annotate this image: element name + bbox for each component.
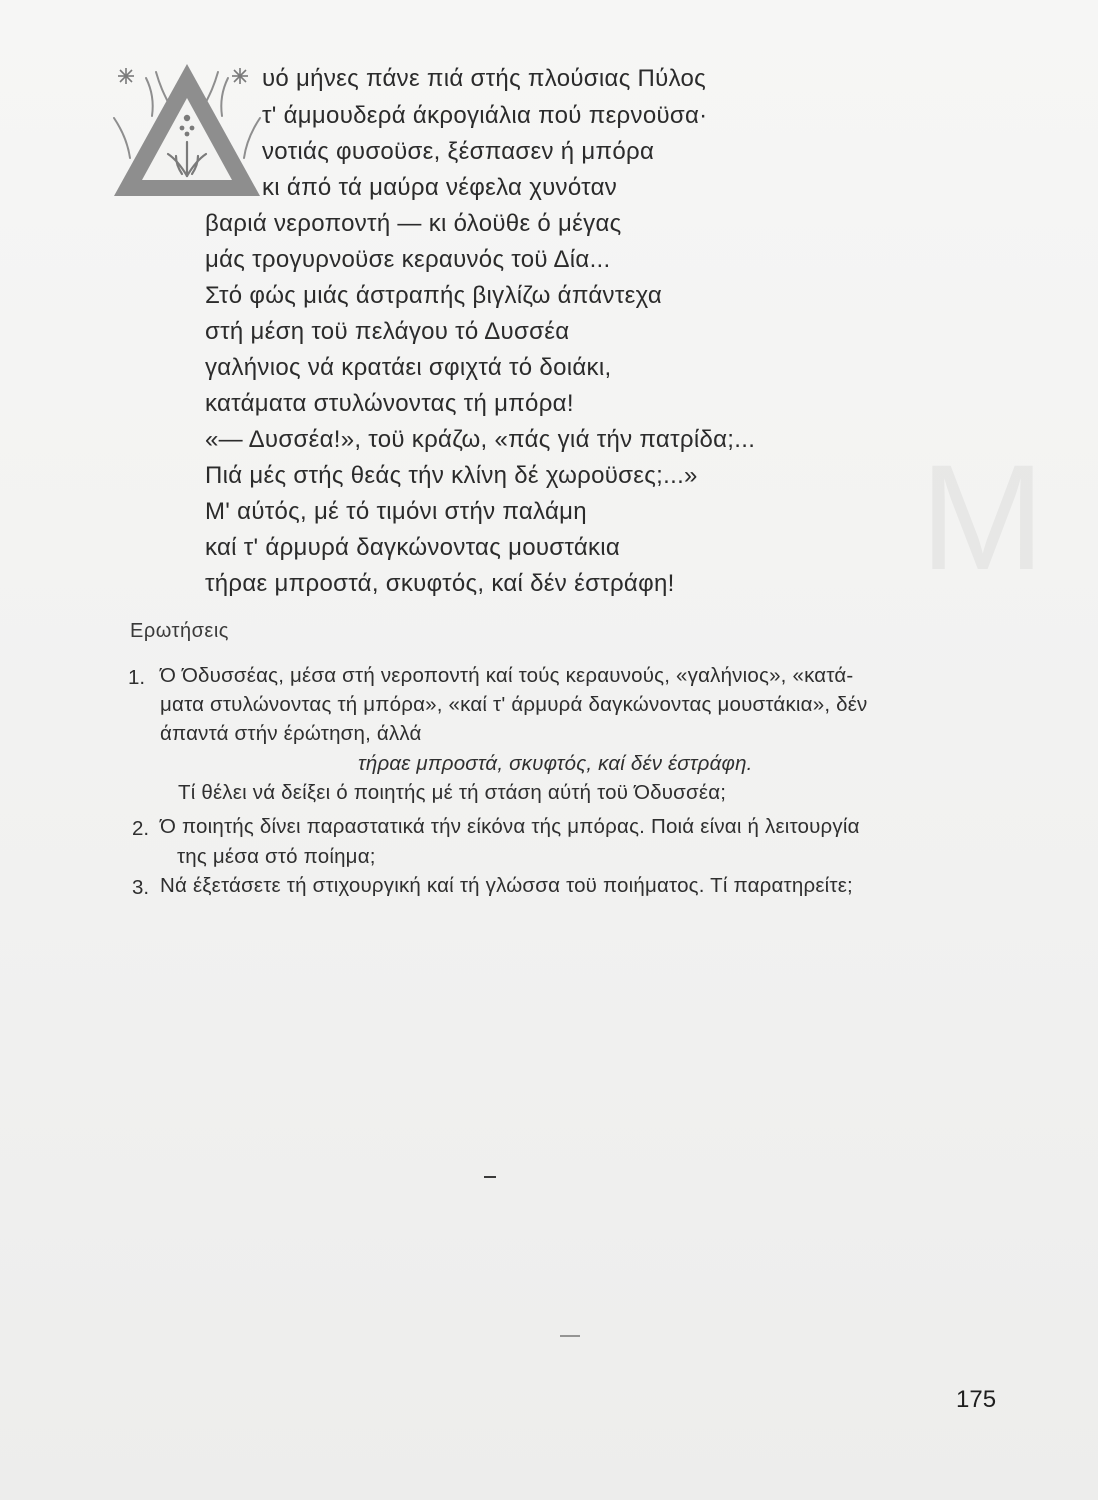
poem-line-3: νοτιάς φυσοϋσε, ξέσπασεν ή μπόρα <box>262 138 655 165</box>
poem-line-11: «— Δυσσέα!», τοϋ κράζω, «πάς γιά τήν πατρίδα;... <box>205 426 756 453</box>
question-text-line: Ό ποιητής δίνει παραστατικά τήν είκόνα τής μπόρας. Ποιά είναι ή λειτουργία <box>160 815 860 838</box>
poem-line-8: στή μέση τοϋ πελάγου τό Δυσσέα <box>205 318 570 345</box>
drop-cap-delta-icon <box>112 58 262 208</box>
stray-mark <box>560 1335 580 1337</box>
poem-line-5: βαριά νεροποντή — κι όλοϋθε ό μέγας <box>205 210 622 237</box>
poem-line-6: μάς τρογυρνοϋσε κεραυνός τοϋ Δία... <box>205 246 611 273</box>
question-quote: τήραε μπροστά, σκυφτός, καί δέν έστράφη. <box>358 752 753 775</box>
poem-line-13: Μ' αύτός, μέ τό τιμόνι στήν παλάμη <box>205 498 587 525</box>
poem-line-1: υό μήνες πάνε πιά στής πλούσιας Πύλος <box>262 65 707 92</box>
question-text-line: ματα στυλώνοντας τή μπόρα», «καί τ' άρμυρά δαγκώνοντας μουστάκια», δέν <box>160 693 868 716</box>
poem-line-10: κατάματα στυλώνοντας τή μπόρα! <box>205 390 574 417</box>
question-text-line: της μέσα στό ποίημα; <box>177 845 376 868</box>
question-text-line: άπαντά στήν έρώτηση, άλλά <box>160 722 422 745</box>
question-number: 3. <box>132 876 150 899</box>
poem-line-15: τήραε μπροστά, σκυφτός, καί δέν έστράφη! <box>205 570 675 597</box>
stray-mark <box>484 1176 496 1178</box>
question-text-line: Τί θέλει νά δείξει ό ποιητής μέ τή στάση αύτή τοϋ Όδυσσέα; <box>178 781 727 804</box>
poem-line-2: τ' άμμουδερά άκρογιάλια πού περνοϋσα· <box>262 102 708 129</box>
question-number: 2. <box>132 817 150 840</box>
poem-line-14: καί τ' άρμυρά δαγκώνοντας μουστάκια <box>205 534 621 561</box>
questions-heading: Ερωτήσεις <box>130 620 229 642</box>
question-number: 1. <box>128 666 146 689</box>
poem-line-9: γαλήνιος νά κρατάει σφιχτά τό δοιάκι, <box>205 354 612 381</box>
poem-line-12: Πιά μές στής θεάς τήν κλίνη δέ χωροϋσες;...» <box>205 462 698 489</box>
question-text-line: Ό Όδυσσέας, μέσα στή νεροποντή καί τούς κεραυνούς, «γαλήνιος», «κατά- <box>160 664 854 687</box>
question-text-line: Νά έξετάσετε τή στιχουργική καί τή γλώσσα τοϋ ποιήματος. Τί παρατηρείτε; <box>160 874 853 897</box>
poem-line-4: κι άπό τά μαύρα νέφελα χυνόταν <box>262 174 618 201</box>
poem-line-7: Στό φώς μιάς άστραπής βιγλίζω άπάντεχα <box>205 282 663 309</box>
page-number: 175 <box>956 1386 997 1413</box>
